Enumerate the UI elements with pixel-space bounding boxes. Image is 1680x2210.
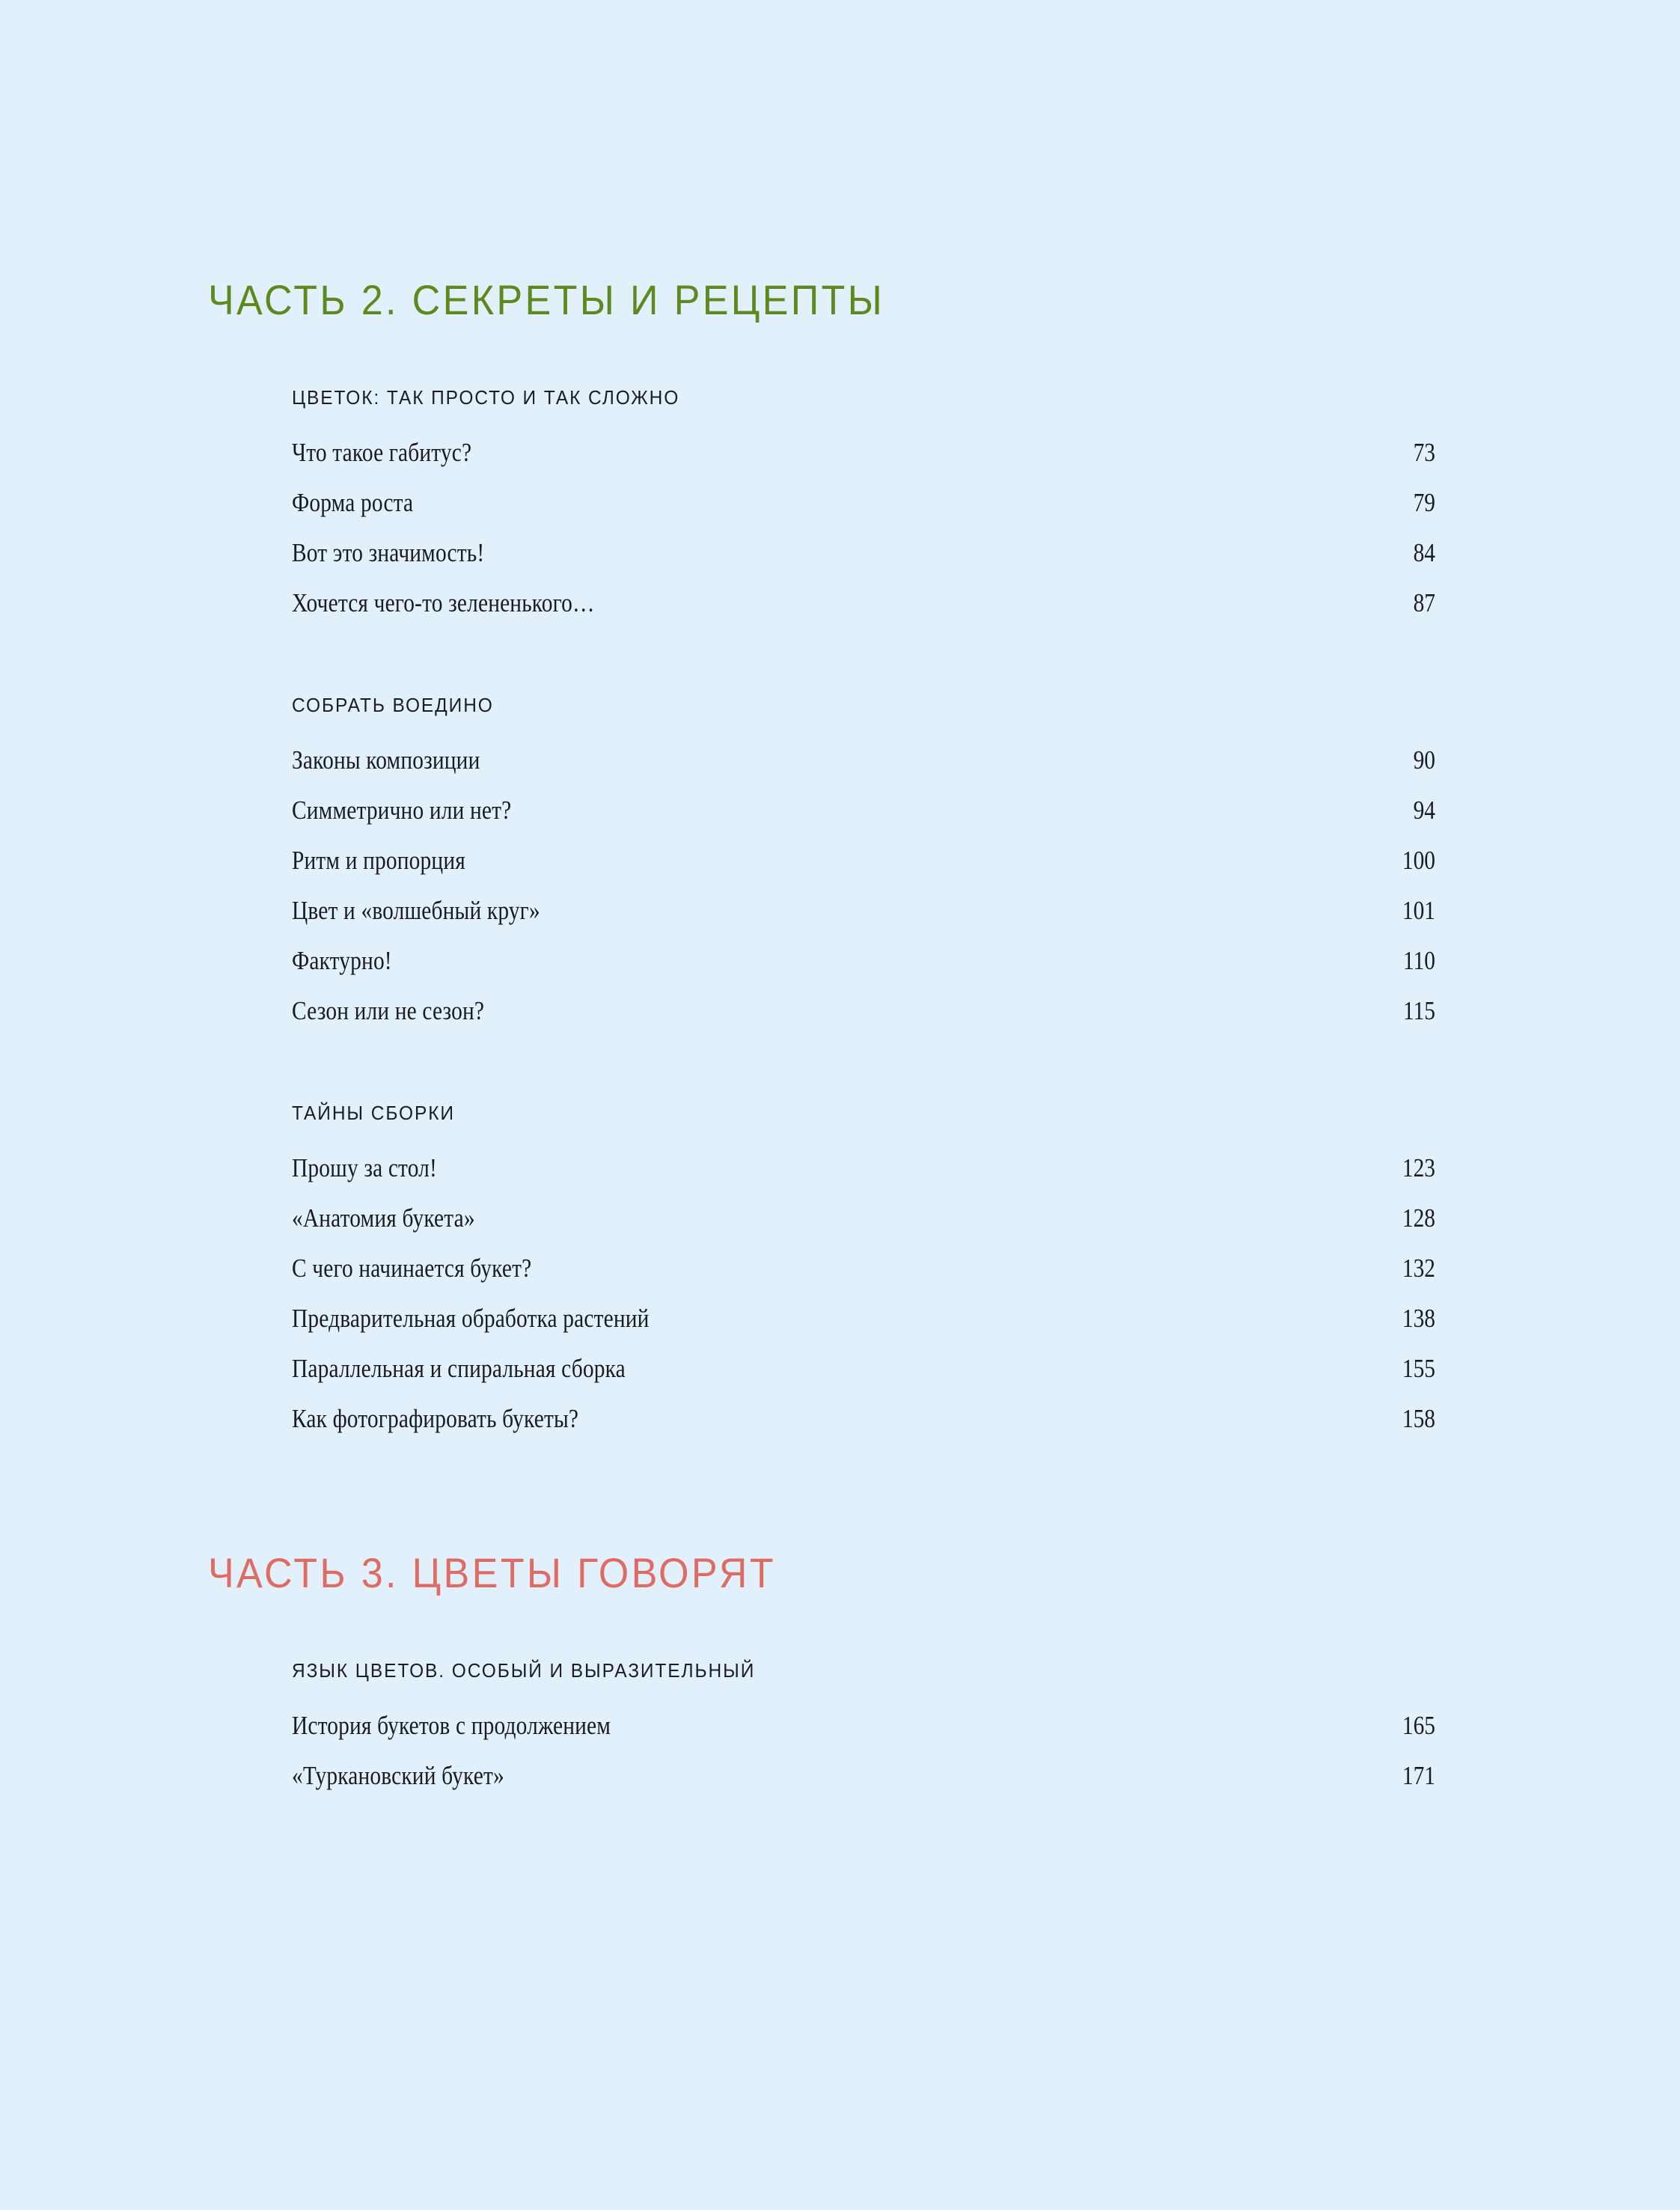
toc-entry[interactable]	[292, 797, 1435, 847]
toc-entry-page-number: 158	[1402, 1404, 1435, 1434]
section-title: ЦВЕТОК: ТАК ПРОСТО И ТАК СЛОЖНО	[292, 388, 680, 409]
toc-entry-page-number: 94	[1413, 796, 1435, 825]
toc-section	[292, 1661, 1435, 1813]
part-spacer	[208, 1456, 1435, 1551]
toc-entry-title: Сезон или не сезон?	[292, 996, 485, 1026]
toc-entry-page-number: 165	[1402, 1711, 1435, 1741]
toc-entry[interactable]	[292, 1712, 1435, 1762]
toc-entry-title: С чего начинается букет?	[292, 1254, 532, 1283]
toc-entry-page-number: 84	[1413, 538, 1435, 568]
toc-entry[interactable]	[292, 1155, 1435, 1205]
toc-entry[interactable]	[292, 947, 1435, 998]
toc-entry-list	[292, 1155, 1435, 1456]
toc-section	[292, 1103, 1435, 1456]
toc-entry-title: Фактурно!	[292, 946, 392, 976]
toc-entry-page-number: 90	[1413, 745, 1435, 775]
toc-entry-title: Прошу за стол!	[292, 1153, 437, 1183]
toc-entry[interactable]	[292, 1305, 1435, 1355]
toc-entry-list	[292, 747, 1435, 1048]
toc-entry-title: Законы композиции	[292, 745, 480, 775]
toc-part	[208, 1551, 1435, 1813]
toc-entry-title: «Туркановский букет»	[292, 1761, 504, 1791]
toc-entry-title: Параллельная и спиральная сборка	[292, 1354, 626, 1384]
toc-entry-page-number: 128	[1402, 1203, 1435, 1233]
toc-entry-title: Предварительная обработка растений	[292, 1304, 650, 1334]
toc-section	[292, 695, 1435, 1048]
table-of-contents	[208, 278, 1435, 1813]
toc-part	[208, 278, 1435, 1456]
toc-entry[interactable]	[292, 1255, 1435, 1305]
toc-entry-list	[292, 439, 1435, 640]
toc-entry[interactable]	[292, 1205, 1435, 1255]
toc-entry-title: Симметрично или нет?	[292, 796, 512, 825]
section-title: ЯЗЫК ЦВЕТОВ. ОСОБЫЙ И ВЫРАЗИТЕЛЬНЫЙ	[292, 1661, 756, 1682]
toc-entry-title: История букетов с продолжением	[292, 1711, 611, 1741]
toc-entry-title: Форма роста	[292, 488, 414, 518]
part-title: ЧАСТЬ 3. ЦВЕТЫ ГОВОРЯТ	[208, 1549, 776, 1597]
toc-entry-page-number: 101	[1402, 896, 1435, 926]
toc-entry-page-number: 138	[1402, 1304, 1435, 1334]
toc-entry-page-number: 123	[1402, 1153, 1435, 1183]
toc-entry-page-number: 73	[1413, 438, 1435, 468]
section-title: ТАЙНЫ СБОРКИ	[292, 1103, 455, 1125]
toc-entry-page-number: 171	[1402, 1761, 1435, 1791]
toc-entry[interactable]	[292, 847, 1435, 897]
toc-entry[interactable]	[292, 1762, 1435, 1813]
toc-entry[interactable]	[292, 897, 1435, 947]
toc-section	[292, 388, 1435, 640]
toc-entry-page-number: 79	[1413, 488, 1435, 518]
toc-entry-title: Цвет и «волшебный круг»	[292, 896, 540, 926]
toc-entry-page-number: 100	[1402, 846, 1435, 876]
toc-entry[interactable]	[292, 1405, 1435, 1456]
toc-entry-list	[292, 1712, 1435, 1813]
section-title: СОБРАТЬ ВОЕДИНО	[292, 695, 494, 717]
toc-entry[interactable]	[292, 747, 1435, 797]
toc-entry-title: Хочется чего-то зелененького…	[292, 588, 595, 618]
part-title: ЧАСТЬ 2. СЕКРЕТЫ И РЕЦЕПТЫ	[208, 276, 885, 323]
toc-entry-page-number: 115	[1402, 996, 1435, 1026]
toc-entry-title: Как фотографировать букеты?	[292, 1404, 579, 1434]
toc-entry-page-number: 155	[1402, 1354, 1435, 1384]
toc-entry[interactable]	[292, 590, 1435, 640]
toc-entry-title: «Анатомия букета»	[292, 1203, 475, 1233]
toc-entry-page-number: 132	[1402, 1254, 1435, 1283]
toc-entry[interactable]	[292, 540, 1435, 590]
toc-entry-page-number: 110	[1402, 946, 1435, 976]
toc-entry[interactable]	[292, 439, 1435, 489]
toc-entry[interactable]	[292, 1355, 1435, 1405]
toc-entry-title: Ритм и пропорция	[292, 846, 465, 876]
toc-entry-title: Вот это значимость!	[292, 538, 485, 568]
toc-entry[interactable]	[292, 998, 1435, 1048]
toc-entry-title: Что такое габитус?	[292, 438, 472, 468]
toc-entry[interactable]	[292, 489, 1435, 540]
toc-entry-page-number: 87	[1413, 588, 1435, 618]
